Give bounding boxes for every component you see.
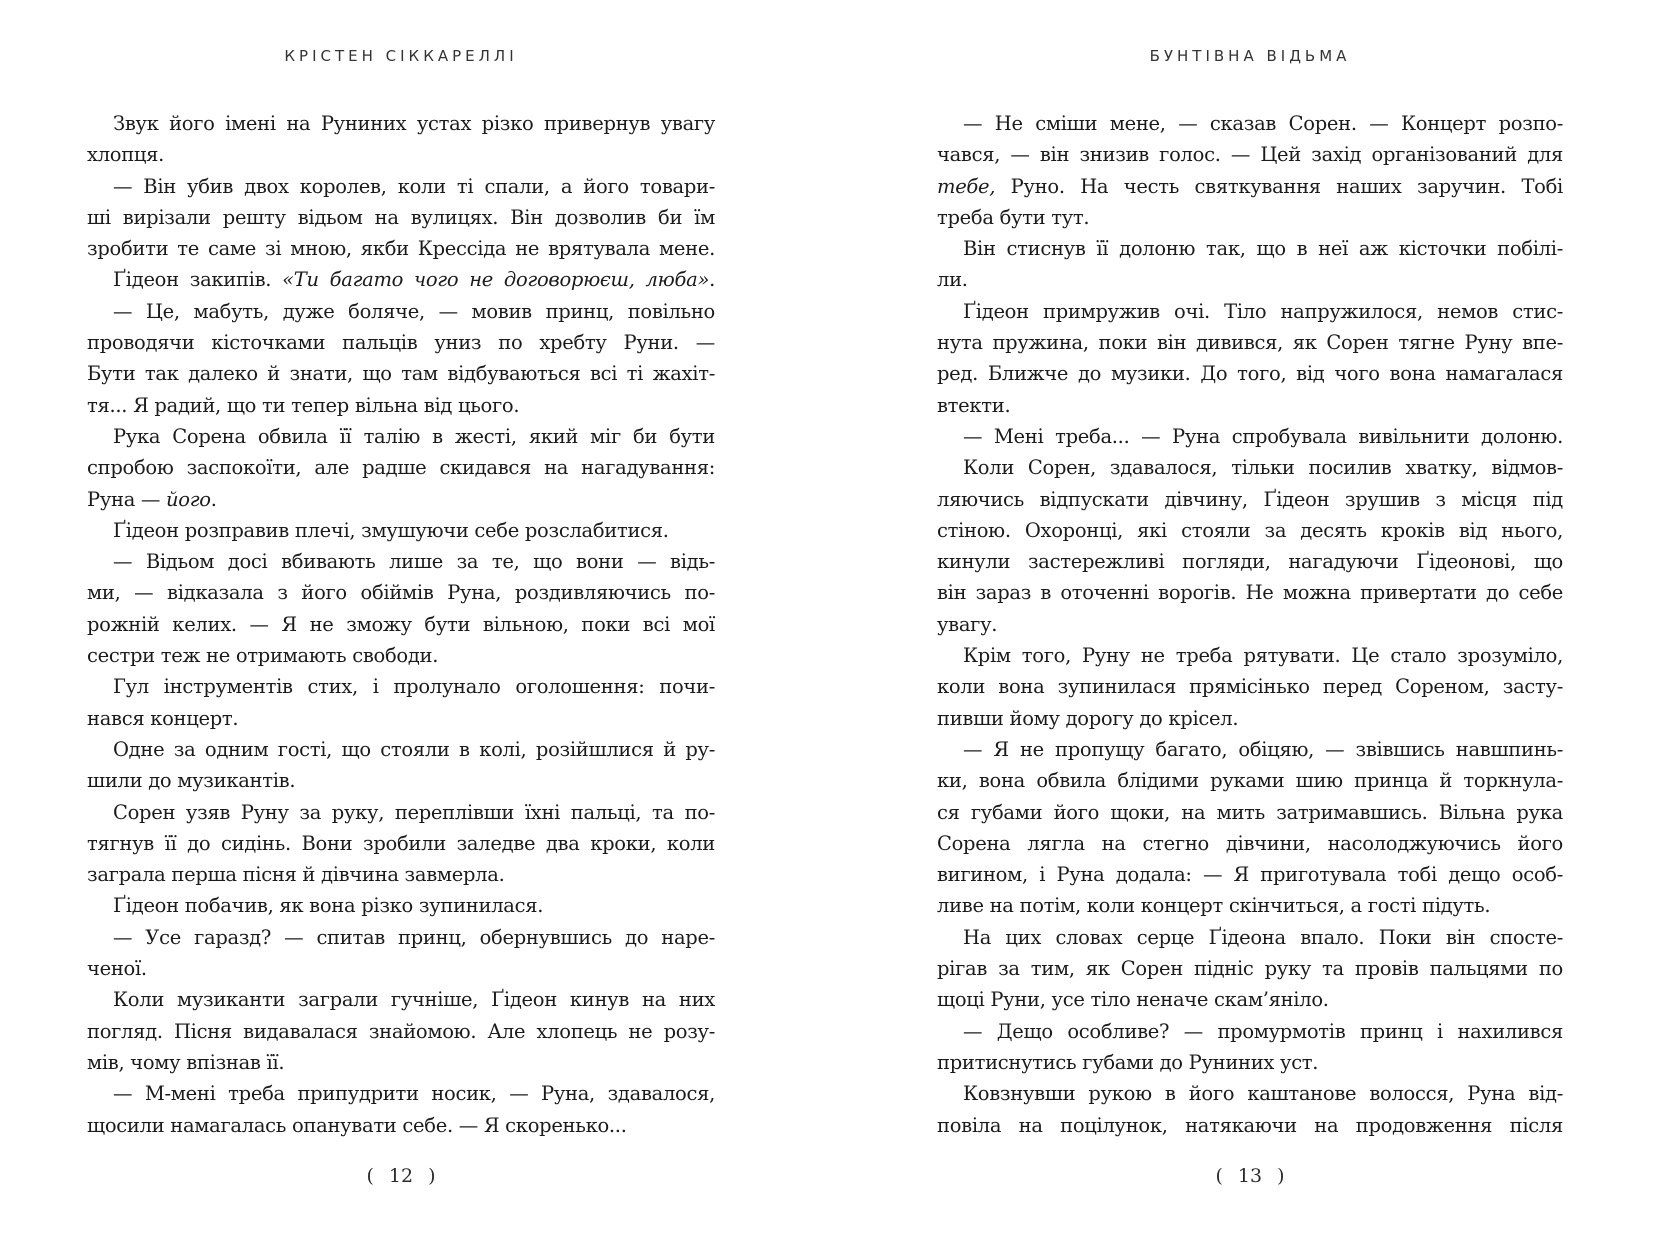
text-line: притиснутись губами до Руниних уст. xyxy=(937,1050,1319,1074)
paragraph xyxy=(937,421,1563,452)
page-number-paren-close: ) xyxy=(1277,1165,1285,1187)
text-line: ми, — відказала з його обіймів Руна, роздивляючись по- xyxy=(87,581,715,605)
paragraph xyxy=(87,1078,715,1141)
text-line: На цих словах серце Ґідеона впало. Поки він спосте- xyxy=(963,925,1563,949)
paragraph xyxy=(87,296,715,421)
text-line: спробою заспокоїти, але радше скидався на нагадування: xyxy=(87,456,715,480)
paragraph xyxy=(87,171,715,265)
text-line: втекти. xyxy=(937,393,1011,417)
text-line: Він стиснув її долоню так, що в неї аж кісточки побілі- xyxy=(963,237,1563,261)
running-header-author: КРІСТЕН СІККАРЕЛЛІ xyxy=(284,47,518,65)
text-line: — Мені треба... — Руна спробувала вивільнити долоню. xyxy=(963,424,1563,448)
paragraph xyxy=(87,922,715,985)
text-line: ся губами його щоки, на мить затримавшись. Вільна рука xyxy=(937,800,1563,824)
text-line: Ґідеон побачив, як вона різко зупинилася. xyxy=(113,894,544,918)
text-line: — М-мені треба припудрити носик, — Руна, здавалося, xyxy=(113,1082,715,1106)
paragraph xyxy=(937,922,1563,1016)
text-line: проводячи кісточками пальців униз по хребту Руни. — xyxy=(87,331,715,355)
text-line: рожній келих. — Я не зможу бути вільною, поки всі мої xyxy=(87,612,715,636)
text-line: Рука Сорена обвила її талію в жесті, який міг би бути xyxy=(113,424,715,448)
text-line: — Я не пропущу багато, обіцяю, — звівшись навшпинь- xyxy=(963,737,1563,761)
paragraph xyxy=(937,640,1563,734)
paragraph xyxy=(87,984,715,1078)
text-line: Ковзнувши рукою в його каштанове волосся, Руна від- xyxy=(963,1082,1563,1106)
page-number-paren-open: ( xyxy=(1215,1165,1223,1187)
text-line: ченої. xyxy=(87,957,147,981)
text-line: чався, — він знизив голос. — Цей захід організований для xyxy=(937,143,1563,167)
text-line: — Дещо особливе? — промурмотів принц і нахилився xyxy=(963,1019,1563,1043)
text-line: Звук його імені на Руниних устах різко привернув увагу xyxy=(113,112,715,135)
text-line: — Він убив двох королев, коли ті спали, а його товари- xyxy=(113,174,715,198)
left-page xyxy=(87,0,715,1240)
page-number-paren-open: ( xyxy=(366,1165,374,1187)
paragraph xyxy=(87,546,715,671)
text-line: ли. xyxy=(937,268,968,292)
text-line: зробити те саме зі мною, якби Крессіда не врятувала мене. xyxy=(87,237,715,261)
paragraph xyxy=(87,264,715,295)
paragraph xyxy=(87,515,715,546)
page-number-paren-close: ) xyxy=(428,1165,436,1187)
text-line: нався концерт. xyxy=(87,706,239,730)
page-number-value: 13 xyxy=(1237,1165,1263,1187)
text-line: Бути так далеко й знати, що там відбуваються всі ті жахіт- xyxy=(87,362,715,386)
text-line: Коли Сорен, здавалося, тільки посилив хватку, відмов- xyxy=(963,456,1563,480)
text-line: ляючись відпускати дівчину, Ґідеон зрушив з місця під xyxy=(937,487,1563,511)
text-line: щоці Руни, усе тіло неначе скам’яніло. xyxy=(937,988,1329,1012)
text-line: щосили намагалась опанувати себе. — Я скоренько... xyxy=(87,1113,627,1137)
text-line: тягнув її до сидінь. Вони зробили заледве два кроки, коли xyxy=(87,831,715,855)
text-line: хлопця. xyxy=(87,143,165,167)
text-line: — Не сміши мене, — сказав Сорен. — Концерт розпо- xyxy=(963,112,1563,135)
running-header-title: БУНТІВНА ВІДЬМА xyxy=(1149,47,1351,65)
paragraph xyxy=(937,452,1563,640)
paragraph xyxy=(87,671,715,734)
paragraph xyxy=(937,108,1563,233)
left-text-column xyxy=(87,108,715,1141)
text-line: Сорена лягла на стегно дівчини, насолоджуючись його xyxy=(937,831,1563,855)
text-line: Руна — його. xyxy=(87,487,217,511)
text-line: — Усе гаразд? — спитав принц, обернувшись до наре- xyxy=(113,925,715,949)
text-line: ред. Ближче до музики. До того, від чого вона намагалася xyxy=(937,362,1563,386)
paragraph xyxy=(937,1016,1563,1079)
text-line: кинули застережливі погляди, нагадуючи Ґідеонові, що xyxy=(937,550,1563,574)
text-line: Крім того, Руну не треба рятувати. Це стало зрозуміло, xyxy=(963,644,1563,668)
text-line: сестри теж не отримають свободи. xyxy=(87,644,439,668)
paragraph xyxy=(937,233,1563,296)
text-line: — Відьом досі вбивають лише за те, що вони — відь- xyxy=(113,550,715,574)
paragraph xyxy=(937,296,1563,421)
text-line: увагу. xyxy=(937,612,998,636)
paragraph xyxy=(87,797,715,891)
text-line: ки, вона обвила блідими руками шию принца й торкнула- xyxy=(937,769,1563,793)
text-line: пивши йому дорогу до крісел. xyxy=(937,706,1239,730)
text-line: шили до музикантів. xyxy=(87,769,296,793)
text-line: треба бути тут. xyxy=(937,205,1090,229)
paragraph xyxy=(87,421,715,515)
text-line: ливе на потім, коли концерт скінчиться, а гості підуть. xyxy=(937,894,1491,918)
text-line: рігав за тим, як Сорен підніс руку та провів пальцями по xyxy=(937,957,1563,981)
page-number-value: 12 xyxy=(388,1165,414,1187)
text-line: Сорен узяв Руну за руку, переплівши їхні пальці, та по- xyxy=(113,800,715,824)
text-line: тебе, Руно. На честь святкування наших заручин. Тобі xyxy=(937,174,1563,198)
right-page xyxy=(937,0,1563,1240)
text-line: Коли музиканти заграли гучніше, Ґідеон кинув на них xyxy=(113,988,715,1012)
text-line: тя... Я радий, що ти тепер вільна від цього. xyxy=(87,393,520,417)
left-page-number xyxy=(87,1165,715,1187)
text-line: Ґідеон розправив плечі, змушуючи себе розслабитися. xyxy=(113,518,669,542)
right-page-number xyxy=(937,1165,1563,1187)
text-line: погляд. Пісня видавалася знайомою. Але хлопець не розу- xyxy=(87,1019,715,1043)
text-line: ші вирізали решту відьом на вулицях. Він дозволив би їм xyxy=(87,205,715,229)
paragraph xyxy=(937,1078,1563,1141)
text-line: нута пружина, поки він дивився, як Сорен тягне Руну впе- xyxy=(937,331,1563,355)
text-line: він зараз в оточенні ворогів. Не можна привертати до себе xyxy=(937,581,1563,605)
text-line: Ґідеон закипів. «Ти багато чого не договорюєш, люба». xyxy=(113,268,715,292)
text-line: Одне за одним гості, що стояли в колі, розійшлися й ру- xyxy=(113,737,715,761)
paragraph xyxy=(87,108,715,171)
text-line: заграла перша пісня й дівчина завмерла. xyxy=(87,863,505,887)
right-text-column xyxy=(937,108,1563,1141)
text-line: Ґідеон примружив очі. Тіло напружилося, немов стис- xyxy=(963,299,1563,323)
text-line: мів, чому впізнав її. xyxy=(87,1050,285,1074)
text-line: Гул інструментів стих, і пролунало оголошення: почи- xyxy=(113,675,715,699)
text-line: повіла на поцілунок, натякаючи на продовження після xyxy=(937,1113,1563,1137)
paragraph xyxy=(937,734,1563,922)
paragraph xyxy=(87,890,715,921)
text-line: стіною. Охоронці, які стояли за десять кроків від нього, xyxy=(937,518,1563,542)
text-line: вигином, і Руна додала: — Я приготувала тобі дещо особ- xyxy=(937,863,1563,887)
text-line: — Це, мабуть, дуже боляче, — мовив принц, повільно xyxy=(113,299,715,323)
paragraph xyxy=(87,734,715,797)
text-line: коли вона зупинилася прямісінько перед Сореном, засту- xyxy=(937,675,1563,699)
